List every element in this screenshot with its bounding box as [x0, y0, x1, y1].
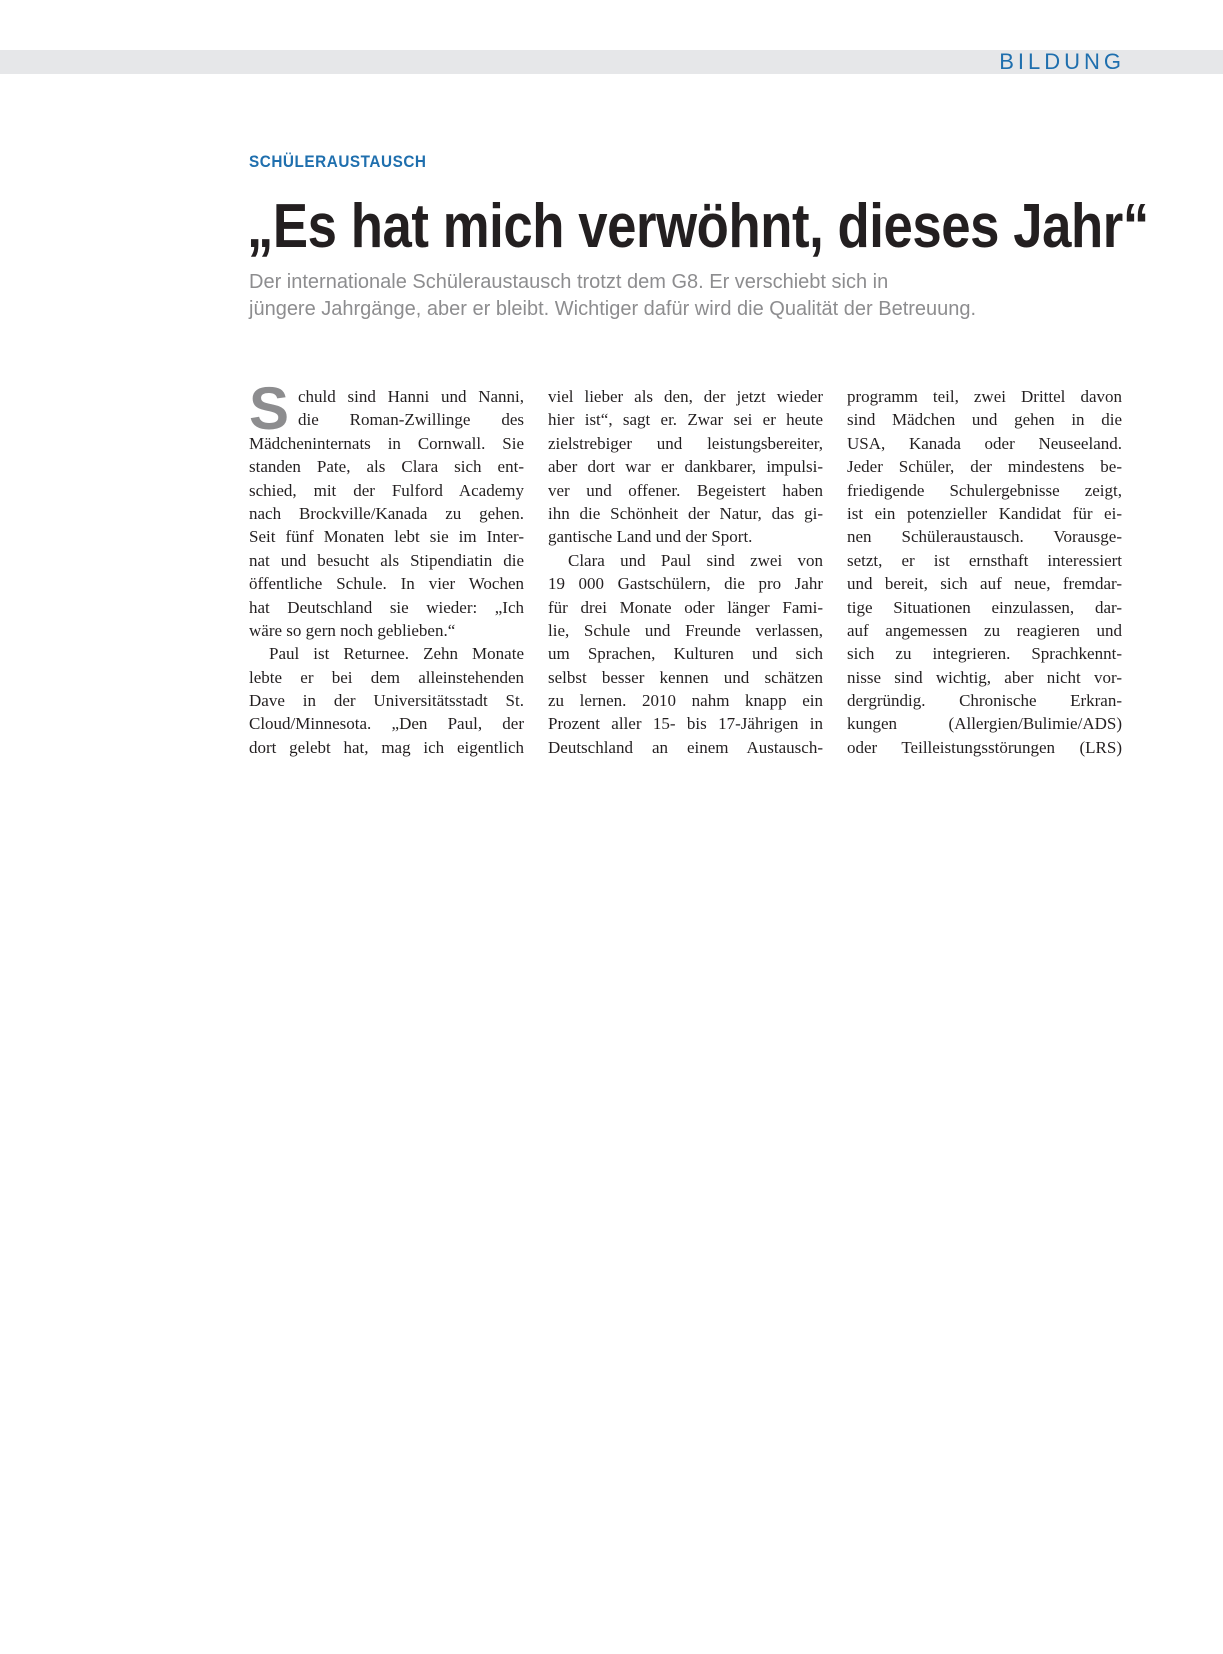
body-line: Mädcheninternats in Cornwall. Sie — [249, 433, 524, 453]
body-line: 19 000 Gastschülern, die pro Jahr — [548, 574, 823, 594]
body-line: und bereit, sich auf neue, fremdar- — [847, 574, 1122, 594]
body-line: viel lieber als den, der jetzt wieder — [548, 387, 823, 406]
article-body — [249, 375, 1122, 759]
body-line: Cloud/Minnesota. „Den Paul, der — [249, 714, 524, 734]
body-line: öffentliche Schule. In vier Wochen — [249, 574, 524, 594]
body-line: tige Situationen einzulassen, dar- — [847, 597, 1122, 617]
body-line: setzt, er ist ernsthaft interessiert — [847, 550, 1122, 570]
body-line: nat und besucht als Stipendiatin die — [249, 550, 524, 570]
body-line: nach Brockville/Kanada zu gehen. — [249, 503, 524, 523]
body-line: um Sprachen, Kulturen und sich — [548, 644, 823, 664]
text-column-3 — [847, 385, 1122, 759]
body-line: Clara und Paul sind zwei von — [568, 550, 823, 570]
article-deck — [249, 269, 1119, 323]
body-line: nen Schüleraustausch. Vorausge- — [847, 527, 1122, 547]
body-line: zielstrebiger und leistungsbereiter, — [548, 433, 823, 453]
body-line: oder Teilleistungsstörungen (LRS) — [847, 737, 1122, 757]
text-column-2 — [548, 385, 823, 759]
body-line: schied, mit der Fulford Academy — [249, 480, 524, 500]
body-line: chuld sind Hanni und Nanni, — [298, 387, 524, 406]
drop-cap: S — [249, 375, 290, 442]
body-line: USA, Kanada oder Neuseeland. — [847, 433, 1122, 453]
body-line: wäre so gern noch geblieben.“ — [249, 620, 456, 640]
body-line: Paul ist Returnee. Zehn Monate — [269, 644, 524, 664]
body-line: Dave in der Universitätsstadt St. — [249, 691, 524, 711]
body-line: die Roman-Zwillinge des — [298, 410, 524, 430]
body-line: Seit fünf Monaten lebt sie im Inter- — [249, 527, 524, 547]
body-line: ver und offener. Begeistert haben — [548, 480, 823, 500]
deck-line: jüngere Jahrgänge, aber er bleibt. Wichtiger dafür wird die Qualität der Betreuung. — [249, 298, 977, 320]
dropcap-paragraph — [249, 375, 524, 442]
body-line: lebte er bei dem alleinstehenden — [249, 667, 524, 687]
body-line: hier ist“, sagt er. Zwar sei er heute — [548, 410, 823, 430]
body-line: für drei Monate oder länger Fami- — [548, 597, 823, 617]
body-line: kungen (Allergien/Bulimie/ADS) — [847, 714, 1122, 734]
body-line: dergründig. Chronische Erkran- — [847, 691, 1122, 711]
body-line: sind Mädchen und gehen in die — [847, 410, 1122, 430]
body-line: aber dort war er dankbarer, impulsi- — [548, 457, 823, 477]
body-line: programm teil, zwei Drittel davon — [847, 387, 1122, 406]
text-column-1 — [249, 375, 524, 759]
body-line: lie, Schule und Freunde verlassen, — [548, 620, 823, 640]
article-kicker: SCHÜLERAUSTAUSCH — [249, 152, 427, 171]
deck-line: Der internationale Schüleraustausch trotzt dem G8. Er verschiebt sich in — [249, 271, 889, 293]
body-line: zu lernen. 2010 nahm knapp ein — [548, 691, 823, 711]
body-line: Deutschland an einem Austausch- — [548, 737, 823, 757]
body-line: auf angemessen zu reagieren und — [847, 620, 1122, 640]
body-line: ihn die Schönheit der Natur, das gi- — [548, 503, 823, 523]
body-line: Jeder Schüler, der mindestens be- — [847, 457, 1122, 477]
body-line: standen Pate, als Clara sich ent- — [249, 457, 524, 477]
body-line: hat Deutschland sie wieder: „Ich — [249, 597, 524, 617]
body-line: nisse sind wichtig, aber nicht vor- — [847, 667, 1122, 687]
body-line: sich zu integrieren. Sprachkennt- — [847, 644, 1122, 664]
body-line: Prozent aller 15- bis 17-Jährigen in — [548, 714, 823, 734]
body-line: ist ein potenzieller Kandidat für ei- — [847, 503, 1122, 523]
body-line: friedigende Schulergebnisse zeigt, — [847, 480, 1122, 500]
body-line: dort gelebt hat, mag ich eigentlich — [249, 737, 524, 757]
body-line: selbst besser kennen und schätzen — [548, 667, 823, 687]
article-headline: „Es hat mich verwöhnt, dieses Jahr“ — [247, 192, 1149, 261]
section-name: BILDUNG — [999, 49, 1125, 74]
body-line: gantische Land und der Sport. — [548, 527, 753, 547]
